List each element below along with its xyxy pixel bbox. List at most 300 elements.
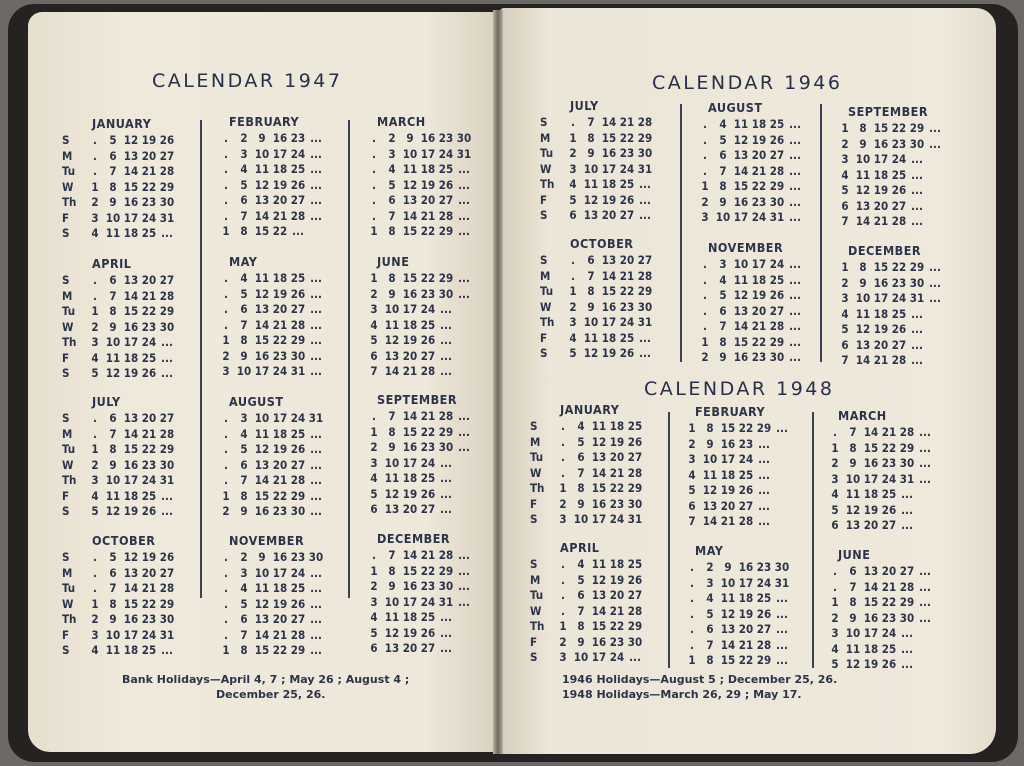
day-cell: 25: [290, 271, 306, 285]
day-cell: 29: [899, 440, 915, 455]
day-cell: 5: [719, 132, 727, 147]
day-cell: 19: [863, 502, 879, 517]
day-cell: 20: [720, 498, 736, 513]
day-cell: 22: [609, 481, 625, 495]
day-cell: 8: [719, 334, 727, 349]
day-cell: 16: [601, 299, 617, 314]
day-cell: 28: [738, 514, 754, 528]
day-cell: 13: [123, 565, 139, 580]
day-cell: 22: [420, 424, 436, 439]
month-november-1946: [688, 240, 804, 366]
day-cell: 11: [583, 330, 599, 345]
day-cell: 7: [388, 548, 396, 562]
day-cell: [654, 346, 672, 362]
weekday-label: [675, 421, 683, 437]
day-cell: 14: [601, 115, 617, 129]
day-cell: 18: [272, 271, 288, 285]
day-cell: 12: [105, 504, 121, 518]
day-cell: 22: [891, 260, 907, 274]
day-cell: 3: [240, 411, 248, 425]
day-cell: .: [561, 419, 565, 433]
day-cell: 21: [272, 317, 288, 332]
day-cell: 25: [756, 591, 772, 605]
day-cell: 14: [702, 514, 718, 528]
day-cell: [916, 642, 934, 658]
day-cell: 7: [841, 214, 849, 228]
day-cell: 5: [109, 133, 117, 147]
day-cell: [654, 331, 672, 347]
month-may-1947: [209, 254, 325, 380]
day-cell: .: [561, 557, 565, 571]
day-cell: 21: [272, 208, 288, 223]
day-cell: 5: [569, 192, 577, 207]
day-cell: 14: [402, 208, 418, 223]
weekday-label: [818, 518, 826, 534]
day-cell: 13: [855, 198, 871, 213]
day-cell: 2: [569, 146, 577, 160]
day-cell: 27: [420, 348, 436, 363]
day-cell: 7: [109, 426, 117, 441]
weekday-label: Th: [62, 335, 77, 349]
day-cell: .: [561, 572, 565, 587]
day-cell: 27: [627, 588, 643, 602]
day-cell: ...: [310, 302, 322, 316]
day-cell: 17: [601, 161, 617, 176]
day-cell: 27: [619, 208, 635, 222]
day-cell: 29: [627, 481, 643, 495]
weekday-label: [818, 657, 826, 673]
day-cell: 22: [141, 179, 157, 194]
weekday-label: [357, 487, 365, 503]
day-cell: 8: [719, 179, 727, 193]
weekday-label: [818, 642, 826, 658]
day-cell: .: [224, 550, 228, 564]
day-cell: 10: [384, 594, 400, 609]
month-name: JULY: [92, 394, 121, 409]
day-cell: 5: [841, 183, 849, 197]
day-cell: 16: [272, 550, 288, 564]
day-cell: ...: [911, 337, 923, 352]
day-cell: [455, 487, 473, 503]
weekday-label: [357, 271, 365, 287]
day-cell: 4: [91, 643, 99, 657]
day-cell: 16: [863, 456, 879, 470]
day-cell: 19: [601, 192, 617, 207]
day-cell: 7: [577, 465, 585, 480]
day-cell: 3: [222, 364, 230, 378]
day-cell: .: [690, 560, 694, 574]
day-cell: 21: [609, 603, 625, 618]
day-cell: 19: [123, 366, 139, 380]
day-cell: 31: [290, 364, 306, 378]
day-cell: .: [372, 193, 376, 207]
weekday-label: [828, 121, 836, 137]
day-cell: 2: [91, 319, 99, 334]
weekday-label: F: [540, 192, 548, 207]
day-cell: 8: [240, 488, 248, 503]
day-cell: 22: [141, 596, 157, 611]
weekday-label: [357, 610, 365, 626]
day-cell: ...: [310, 177, 322, 192]
month-grid: [828, 260, 944, 369]
day-cell: 12: [591, 434, 607, 449]
month-name: JUNE: [377, 254, 410, 269]
weekday-label: [357, 193, 365, 209]
day-cell: .: [93, 273, 97, 287]
day-cell: 12: [254, 442, 270, 456]
day-cell: 27: [891, 337, 907, 352]
weekday-label: [209, 628, 217, 644]
day-cell: 20: [601, 208, 617, 222]
day-cell: 4: [388, 162, 396, 176]
day-cell: 14: [855, 214, 871, 228]
day-cell: .: [93, 565, 97, 580]
month-grid: [828, 121, 944, 230]
day-cell: 26: [619, 346, 635, 360]
day-cell: 15: [601, 284, 617, 298]
day-cell: 10: [720, 575, 736, 590]
day-cell: 19: [141, 133, 157, 147]
day-cell: 18: [420, 162, 436, 176]
day-cell: ...: [919, 595, 931, 609]
column-divider: [680, 104, 682, 362]
day-cell: 22: [609, 619, 625, 633]
day-cell: ...: [789, 117, 801, 131]
day-cell: 24: [891, 291, 907, 305]
day-cell: ...: [458, 563, 470, 578]
day-cell: 30: [899, 456, 915, 470]
day-cell: 2: [222, 504, 230, 518]
day-cell: 25: [141, 488, 157, 503]
day-cell: 14: [855, 353, 871, 367]
weekday-label: M: [62, 288, 73, 303]
day-cell: ...: [310, 488, 322, 503]
calendar-title-1948: CALENDAR 1948: [644, 378, 835, 400]
day-cell: 3: [569, 315, 577, 329]
weekday-label: [357, 440, 365, 456]
day-cell: 12: [254, 177, 270, 192]
day-cell: 17: [402, 455, 418, 470]
weekday-label: F: [530, 634, 538, 649]
day-cell: 12: [733, 132, 749, 147]
day-cell: 31: [899, 471, 915, 486]
month-grid: [209, 271, 325, 380]
day-cell: ...: [440, 302, 452, 316]
day-cell: ...: [919, 610, 931, 625]
weekday-label: Tu: [62, 164, 76, 178]
day-cell: .: [224, 565, 228, 580]
month-grid: [818, 425, 934, 534]
day-cell: 21: [272, 627, 288, 642]
weekday-label: F: [62, 210, 70, 225]
day-cell: 9: [719, 194, 727, 209]
day-cell: 3: [240, 146, 248, 161]
weekday-label: F: [62, 627, 70, 642]
day-cell: ...: [292, 224, 304, 238]
day-cell: 1: [841, 260, 849, 274]
day-cell: 23: [619, 146, 635, 160]
day-cell: 17: [720, 452, 736, 466]
day-cell: [926, 338, 944, 354]
month-may-1948: [675, 543, 791, 669]
day-cell: [644, 481, 662, 497]
day-cell: 12: [702, 483, 718, 497]
day-cell: 28: [769, 163, 785, 178]
day-cell: 15: [873, 260, 889, 274]
day-cell: 1: [841, 121, 849, 135]
day-cell: 14: [254, 473, 270, 487]
day-cell: 13: [591, 450, 607, 464]
day-cell: 5: [706, 606, 714, 621]
day-cell: ...: [310, 612, 322, 626]
month-april-1947: [62, 256, 194, 382]
day-cell: 15: [123, 596, 139, 611]
day-cell: 4: [370, 317, 378, 332]
day-cell: 22: [751, 334, 767, 349]
day-cell: 12: [591, 572, 607, 587]
day-cell: 23: [141, 195, 157, 209]
weekday-label: [675, 468, 683, 484]
day-cell: 15: [873, 121, 889, 135]
day-cell: 1: [559, 481, 567, 495]
day-cell: 21: [141, 581, 157, 595]
day-cell: 13: [384, 641, 400, 655]
weekday-label: [357, 162, 365, 178]
day-cell: 12: [123, 550, 139, 564]
day-cell: .: [372, 131, 376, 145]
day-cell: 11: [733, 117, 749, 131]
month-january-1948: [530, 402, 662, 528]
day-cell: 24: [756, 575, 772, 590]
day-cell: 20: [873, 337, 889, 352]
day-cell: 5: [91, 504, 99, 518]
weekday-label: [209, 364, 217, 380]
day-cell: 4: [91, 350, 99, 365]
weekday-label: Tu: [530, 450, 544, 464]
day-cell: ...: [919, 579, 931, 594]
day-cell: 30: [308, 550, 324, 564]
day-cell: 12: [855, 183, 871, 197]
day-cell: 11: [845, 487, 861, 501]
day-cell: 2: [841, 275, 849, 290]
day-cell: 7: [849, 425, 857, 439]
day-cell: 7: [388, 409, 396, 423]
day-cell: 29: [909, 121, 925, 135]
day-cell: [644, 466, 662, 482]
day-cell: 17: [863, 626, 879, 640]
day-cell: 3: [240, 565, 248, 580]
day-cell: 22: [619, 130, 635, 145]
day-cell: 9: [109, 457, 117, 472]
day-cell: 16: [272, 131, 288, 145]
day-cell: [773, 437, 791, 453]
weekday-label: S: [540, 346, 548, 360]
weekday-label: W: [62, 457, 74, 472]
day-cell: 10: [105, 627, 121, 642]
day-cell: ...: [789, 148, 801, 162]
day-cell: .: [224, 302, 228, 316]
weekday-label: [675, 452, 683, 468]
day-cell: .: [372, 409, 376, 423]
day-cell: 2: [370, 579, 378, 593]
day-cell: 22: [272, 333, 288, 347]
day-cell: 24: [881, 626, 897, 640]
day-cell: ...: [458, 162, 470, 176]
day-cell: 27: [769, 148, 785, 162]
day-cell: 16: [254, 348, 270, 363]
day-cell: 10: [105, 473, 121, 487]
month-name: SEPTEMBER: [377, 392, 457, 407]
day-cell: 2: [706, 560, 714, 574]
day-cell: 24: [290, 565, 306, 580]
day-cell: ...: [310, 333, 322, 347]
day-cell: 18: [123, 488, 139, 503]
day-cell: 19: [402, 625, 418, 640]
day-cell: 16: [420, 131, 436, 145]
day-cell: 4: [719, 272, 727, 287]
day-cell: 12: [384, 333, 400, 347]
day-cell: 15: [254, 224, 270, 238]
month-grid: [357, 131, 473, 240]
month-grid: [675, 421, 791, 530]
weekday-label: [209, 349, 217, 365]
day-cell: ...: [458, 409, 470, 423]
day-cell: [176, 273, 194, 289]
weekday-label: [828, 353, 836, 369]
day-cell: 2: [831, 610, 839, 625]
day-cell: 15: [863, 440, 879, 455]
day-cell: 24: [272, 364, 288, 378]
day-cell: 21: [420, 409, 436, 423]
day-cell: 26: [159, 550, 175, 564]
day-cell: .: [690, 637, 694, 652]
day-cell: 15: [591, 481, 607, 495]
day-cell: 21: [141, 164, 157, 178]
day-cell: ...: [310, 426, 322, 441]
day-cell: 9: [587, 299, 595, 314]
weekday-label: [828, 168, 836, 184]
day-cell: 1: [91, 179, 99, 194]
weekday-label: [209, 162, 217, 178]
day-cell: 17: [402, 594, 418, 609]
day-cell: .: [703, 288, 707, 302]
day-cell: ...: [440, 502, 452, 516]
day-cell: 25: [141, 226, 157, 240]
day-cell: .: [690, 591, 694, 605]
day-cell: 18: [609, 419, 625, 433]
day-cell: 3: [841, 291, 849, 305]
day-cell: 22: [738, 421, 754, 435]
day-cell: 6: [706, 622, 714, 636]
day-cell: 17: [601, 315, 617, 329]
month-grid: [675, 560, 791, 669]
day-cell: 20: [863, 518, 879, 532]
day-cell: 29: [627, 619, 643, 633]
weekday-label: [675, 437, 683, 453]
weekday-label: [675, 607, 683, 623]
day-cell: 31: [308, 411, 324, 425]
day-cell: ...: [758, 467, 770, 482]
weekday-label: Th: [62, 473, 77, 487]
weekday-label: [357, 333, 365, 349]
day-cell: 31: [159, 473, 175, 487]
day-cell: 9: [109, 195, 117, 209]
day-cell: [654, 115, 672, 131]
day-cell: 28: [438, 409, 454, 423]
day-cell: [926, 353, 944, 369]
day-cell: ...: [161, 226, 173, 240]
day-cell: ...: [639, 208, 651, 222]
day-cell: 26: [619, 192, 635, 207]
day-cell: 15: [863, 595, 879, 609]
day-cell: 15: [733, 179, 749, 193]
day-cell: [176, 164, 194, 180]
month-grid: [540, 253, 672, 362]
day-cell: 3: [841, 152, 849, 166]
day-cell: 10: [583, 161, 599, 176]
day-cell: 31: [909, 291, 925, 305]
month-grid: [62, 273, 194, 382]
day-cell: 29: [438, 424, 454, 439]
day-cell: ...: [639, 177, 651, 191]
day-cell: [176, 149, 194, 165]
day-cell: 19: [402, 333, 418, 347]
day-cell: 24: [881, 471, 897, 486]
day-cell: 2: [240, 131, 248, 145]
day-cell: 18: [873, 167, 889, 182]
day-cell: ...: [310, 504, 322, 518]
day-cell: 5: [240, 177, 248, 192]
day-cell: 3: [370, 302, 378, 316]
day-cell: 11: [105, 643, 121, 657]
day-cell: 17: [733, 210, 749, 224]
day-cell: 25: [738, 467, 754, 482]
day-cell: [644, 635, 662, 651]
day-cell: .: [703, 257, 707, 271]
day-cell: 25: [290, 581, 306, 595]
day-cell: 4: [577, 419, 585, 433]
day-cell: 1: [370, 271, 378, 285]
day-cell: 27: [627, 450, 643, 464]
day-cell: 25: [438, 162, 454, 176]
weekday-label: [209, 131, 217, 147]
weekday-label: [357, 209, 365, 225]
day-cell: 24: [609, 512, 625, 526]
day-cell: 1: [370, 563, 378, 578]
day-cell: 16: [601, 146, 617, 160]
month-september-1947: [357, 392, 473, 518]
day-cell: .: [224, 596, 228, 611]
weekday-label: [688, 117, 696, 133]
day-cell: 13: [845, 518, 861, 532]
day-cell: 1: [688, 421, 696, 435]
month-july-1947: [62, 394, 194, 520]
month-august-1947: [209, 394, 325, 520]
weekday-label: [209, 643, 217, 659]
day-cell: 6: [240, 193, 248, 207]
day-cell: [654, 193, 672, 209]
day-cell: 25: [891, 167, 907, 182]
day-cell: .: [93, 148, 97, 163]
day-cell: 29: [637, 130, 653, 145]
day-cell: [176, 550, 194, 566]
day-cell: 27: [756, 622, 772, 636]
day-cell: .: [372, 162, 376, 176]
day-cell: 2: [388, 131, 396, 145]
day-cell: 23: [438, 131, 454, 145]
day-cell: 18: [751, 117, 767, 131]
day-cell: [455, 456, 473, 472]
